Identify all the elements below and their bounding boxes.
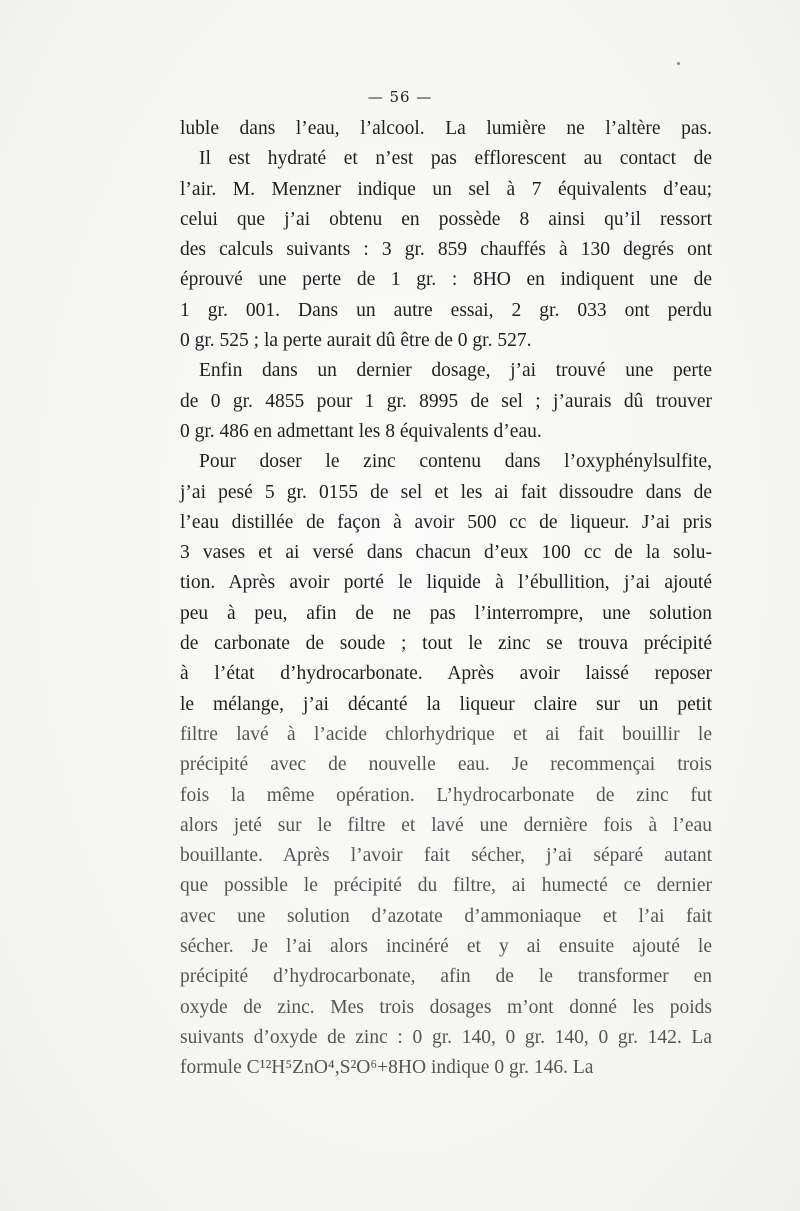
text-line: formule C¹²H⁵ZnO⁴,S²O⁶+8HO indique 0 gr. 146. La: [180, 1057, 594, 1079]
text-line: filtre lavé à l’acide chlorhydrique et ai fait bouillir le: [180, 723, 712, 745]
text-line: bouillante. Après l’avoir fait sécher, j’ai séparé autant: [180, 845, 712, 867]
text-line: Enfin dans un dernier dosage, j’ai trouvé une perte: [199, 360, 712, 382]
text-line: tion. Après avoir porté le liquide à l’ébullition, j’ai ajouté: [180, 572, 712, 594]
paper-speck: [677, 62, 680, 65]
text-line: 0 gr. 525 ; la perte aurait dû être de 0 gr. 527.: [180, 330, 532, 352]
text-line: avec une solution d’azotate d’ammoniaque et l’ai fait: [180, 905, 712, 927]
text-line: alors jeté sur le filtre et lavé une dernière fois à l’eau: [180, 814, 712, 836]
text-line: précipité avec de nouvelle eau. Je recommençai trois: [180, 754, 712, 776]
text-line: Pour doser le zinc contenu dans l’oxyphénylsulfite,: [199, 451, 712, 473]
text-line: de carbonate de soude ; tout le zinc se trouva précipité: [180, 633, 712, 655]
page-number: — 56 —: [367, 88, 433, 106]
text-line: à l’état d’hydrocarbonate. Après avoir laissé reposer: [180, 663, 712, 685]
text-line: de 0 gr. 4855 pour 1 gr. 8995 de sel ; j’aurais dû trouver: [180, 390, 712, 412]
text-line: 1 gr. 001. Dans un autre essai, 2 gr. 033 ont perdu: [180, 299, 712, 321]
text-line: le mélange, j’ai décanté la liqueur claire sur un petit: [180, 693, 712, 715]
text-line: celui que j’ai obtenu en possède 8 ainsi qu’il ressort: [180, 208, 712, 230]
text-line: oxyde de zinc. Mes trois dosages m’ont donné les poids: [180, 996, 712, 1018]
text-line: j’ai pesé 5 gr. 0155 de sel et les ai fait dissoudre dans de: [180, 481, 712, 503]
text-line: l’air. M. Menzner indique un sel à 7 équivalents d’eau;: [180, 178, 712, 200]
text-line: peu à peu, afin de ne pas l’interrompre, une solution: [180, 602, 712, 624]
text-line: l’eau distillée de façon à avoir 500 cc de liqueur. J’ai pris: [180, 511, 712, 533]
text-line: fois la même opération. L’hydrocarbonate de zinc fut: [180, 784, 712, 806]
text-line: que possible le précipité du filtre, ai humecté ce dernier: [180, 875, 712, 897]
text-line: Il est hydraté et n’est pas efflorescent au contact de: [199, 148, 712, 170]
text-line: précipité d’hydrocarbonate, afin de le transformer en: [180, 966, 712, 988]
text-line: éprouvé une perte de 1 gr. : 8HO en indiquent une de: [180, 269, 712, 291]
text-line: suivants d’oxyde de zinc : 0 gr. 140, 0 gr. 140, 0 gr. 142. La: [180, 1026, 712, 1048]
body-text: [180, 114, 712, 1084]
text-line: des calculs suivants : 3 gr. 859 chauffés à 130 degrés ont: [180, 239, 712, 261]
text-line: 0 gr. 486 en admettant les 8 équivalents d’eau.: [180, 420, 542, 442]
text-line: luble dans l’eau, l’alcool. La lumière ne l’altère pas.: [180, 118, 712, 139]
text-line: 3 vases et ai versé dans chacun d’eux 100 cc de la solu-: [180, 542, 712, 564]
text-line: sécher. Je l’ai alors incinéré et y ai ensuite ajouté le: [180, 936, 712, 958]
